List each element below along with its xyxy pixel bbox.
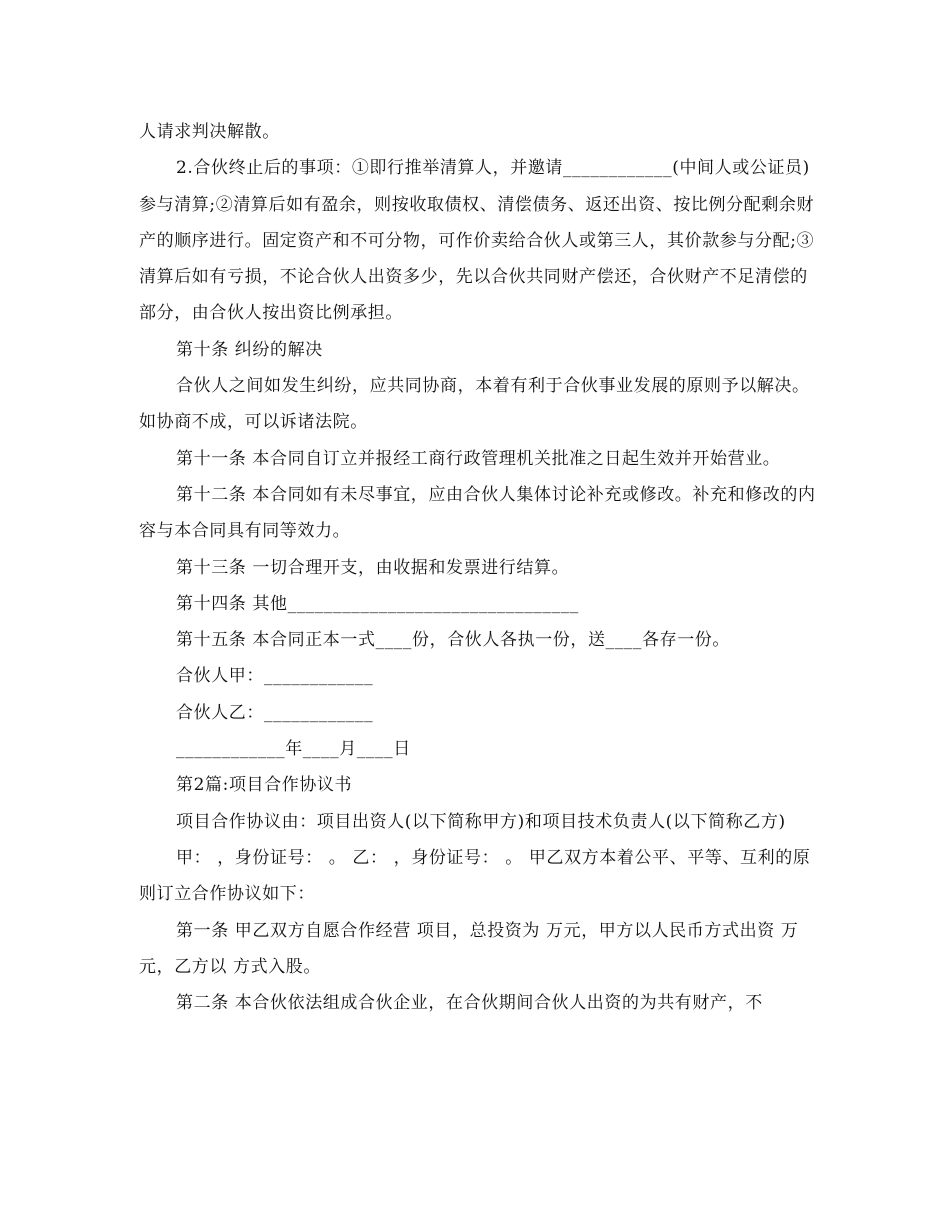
paragraph: 第十四条 其他________________________________	[176, 593, 579, 614]
paragraph: 第十五条 本合同正本一式____份，合伙人各执一份，送____各存一份。	[176, 630, 731, 651]
signature-line-party-a: 合伙人甲：____________	[176, 666, 374, 687]
paragraph: 项目合作协议由：项目出资人(以下简称甲方)和项目技术负责人(以下简称乙方)	[176, 811, 786, 832]
signature-line-party-b: 合伙人乙：____________	[176, 702, 374, 723]
paragraph: 2.合伙终止后的事项：①即行推举清算人，并邀请____________(中间人或公证员)参与清算;②清算后如有盈余，则按收取债权、清偿债务、返还出资、按比例分配剩余财产的顺序进行。固定资产和不可分物，可作价卖给合伙人或第三人，其价款参与分配;③清算后如有亏损，不论合伙人出资多少，先以合伙共同财产偿还，合伙财产不足清偿的部分，由合伙人按出资比例承担。	[139, 158, 815, 324]
paragraph: 第十二条 本合同如有未尽事宜，应由合伙人集体讨论补充或修改。补充和修改的内容与本合同具有同等效力。	[139, 484, 816, 542]
paragraph: 第十三条 一切合理开支，由收据和发票进行结算。	[176, 557, 570, 578]
paragraph: 第一条 甲乙双方自愿合作经营 项目，总投资为 万元，甲方以人民币方式出资 万元，乙方以 方式入股。	[139, 920, 799, 977]
section-heading: 第十条 纠纷的解决	[176, 339, 323, 360]
document-body	[139, 114, 819, 1021]
paragraph: 第十一条 本合同自订立并报经工商行政管理机关批准之日起生效并开始营业。	[176, 448, 781, 469]
date-line: ____________年____月____日	[176, 739, 411, 760]
paragraph: 第二条 本合伙依法组成合伙企业，在合伙期间合伙人出资的为共有财产，不	[176, 993, 763, 1014]
paragraph: 合伙人之间如发生纠纷，应共同协商，本着有利于合伙事业发展的原则予以解决。如协商不成，可以诉诸法院。	[139, 376, 810, 433]
document-title: 第2篇:项目合作协议书	[176, 775, 353, 796]
paragraph: 人请求判决解散。	[139, 122, 280, 142]
paragraph: 甲： ，身份证号： 。 乙： ，身份证号： 。 甲乙双方本着公平、平等、互利的原则订立合作协议如下：	[139, 847, 811, 905]
